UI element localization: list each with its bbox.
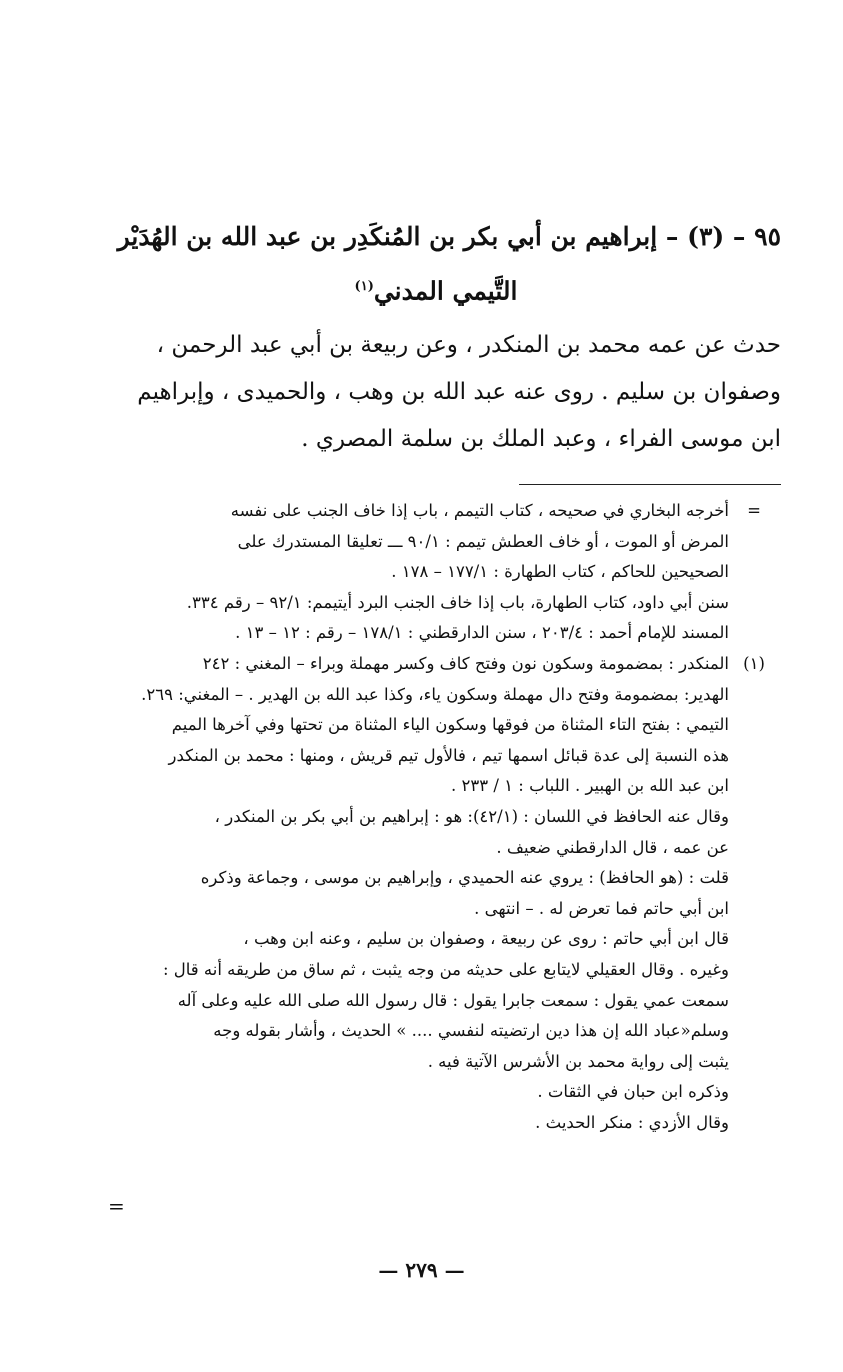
footnote-line: وسلم«عباد الله إن هذا دين ارتضيته لنفسي .... » الحديث ، وأشار بقوله وجه bbox=[213, 1021, 729, 1041]
entry-title-line1: ٩٥ – (٣) – إبراهيم بن أبي بكر بن المُنكَدِر بن عبد الله بن الهُدَيْر bbox=[117, 222, 781, 251]
entry-body bbox=[61, 322, 781, 463]
footnote-line: سمعت عمي يقول : سمعت جابرا يقول : قال رسول الله صلى الله عليه وعلى آله bbox=[177, 990, 729, 1010]
entry-title-name: التَّيمي المدني bbox=[373, 276, 518, 306]
entry-title bbox=[51, 212, 781, 316]
footnote-line: الهدير: بمضمومة وفتح دال مهملة وسكون ياء، وكذا عبد الله بن الهدير . – المغني: ٢٦٩. bbox=[141, 684, 729, 704]
footnotes-section bbox=[61, 496, 779, 1138]
footnote-line: المرض أو الموت ، أو خاف العطش تيمم : ٩٠/١ ـــ تعليقا المستدرك على bbox=[237, 531, 729, 551]
footnote-line: ابن عبد الله بن الهبير . اللباب : ١ / ٢٣٣ . bbox=[451, 776, 729, 796]
body-line: حدث عن عمه محمد بن المنكدر ، وعن ربيعة بن أبي عبد الرحمن ، bbox=[156, 332, 781, 358]
entry-title-line2 bbox=[51, 262, 781, 316]
footnote-line: هذه النسبة إلى عدة قبائل اسمها تيم ، فالأول تيم قريش ، ومنها : محمد بن المنكدر bbox=[168, 745, 729, 765]
footnote-carry-marker: = bbox=[747, 501, 761, 520]
footnote-carry-text bbox=[61, 496, 729, 649]
footnote-line: عن عمه ، قال الدارقطني ضعيف . bbox=[496, 837, 729, 857]
footnote-1-text bbox=[61, 649, 729, 1139]
footnote-line: سنن أبي داود، كتاب الطهارة، باب إذا خاف الجنب البرد أيتيمم: ٩٢/١ – رقم ٣٣٤. bbox=[186, 592, 729, 612]
footnote-line: وذكره ابن حبان في الثقات . bbox=[537, 1082, 729, 1102]
footnote-line: قال ابن أبي حاتم : روى عن ربيعة ، وصفوان بن سليم ، وعنه ابن وهب ، bbox=[243, 929, 729, 949]
footnote-line: أخرجه البخاري في صحيحه ، كتاب التيمم ، باب إذا خاف الجنب على نفسه bbox=[230, 501, 729, 520]
footnote-1 bbox=[61, 649, 779, 1139]
footnote-line: ابن أبي حاتم فما تعرض له . – انتهى . bbox=[474, 898, 729, 918]
footnote-line: وقال عنه الحافظ في اللسان : (٤٢/١): هو : إبراهيم بن أبي بكر بن المنكدر ، bbox=[214, 806, 729, 826]
footnote-line: المسند للإمام أحمد : ٢٠٣/٤ ، سنن الدارقطني : ١٧٨/١ – رقم : ١٢ – ١٣ . bbox=[235, 623, 729, 643]
body-line: وصفوان بن سليم . روى عنه عبد الله بن وهب ، والحميدى ، وإبراهيم bbox=[137, 379, 781, 405]
footnote-continues-marker: = bbox=[108, 1194, 125, 1218]
footnote-reference: (١) bbox=[354, 279, 374, 294]
footnote-1-marker: (١) bbox=[743, 653, 765, 673]
footnote-line: وقال الأزدي : منكر الحديث . bbox=[535, 1112, 729, 1132]
footnote-divider bbox=[519, 484, 781, 485]
footnote-line: يثبت إلى رواية محمد بن الأشرس الآتية فيه . bbox=[427, 1051, 729, 1071]
footnote-line: المنكدر : بمضمومة وسكون نون وفتح كاف وكسر مهملة وبراء – المغني : ٢٤٢ bbox=[202, 653, 729, 673]
footnote-line: التيمي : بفتح التاء المثناة من فوقها وسكون الياء المثناة من تحتها وفي آخرها الميم bbox=[171, 715, 729, 735]
footnote-line: وغيره . وقال العقيلي لايتابع على حديثه من وجه يثبت ، ثم ساق من طريقه أنه قال : bbox=[162, 959, 729, 979]
footnote-line: الصحيحين للحاكم ، كتاب الطهارة : ١٧٧/١ – ١٧٨ . bbox=[391, 562, 729, 582]
footnote-line: قلت : (هو الحافظ) : يروي عنه الحميدي ، وإبراهيم بن موسى ، وجماعة وذكره bbox=[200, 868, 729, 888]
body-line: ابن موسى الفراء ، وعبد الملك بن سلمة المصري . bbox=[301, 426, 781, 452]
page-number: — ٢٧٩ — bbox=[378, 1258, 465, 1282]
footnote-carryover bbox=[61, 496, 779, 649]
